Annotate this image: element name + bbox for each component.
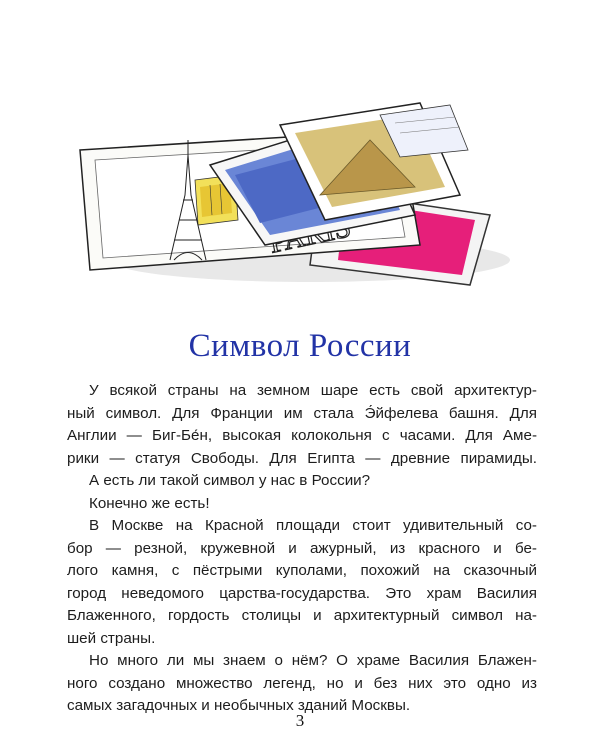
paragraph-3 bbox=[67, 493, 537, 516]
text-line: У всякой страны на земном шаре есть свой архитектур- bbox=[89, 382, 537, 399]
text-line: лого камня, с пёстрыми куполами, похожий на сказочный bbox=[67, 562, 537, 579]
text-line: В Москве на Красной площади стоит удивительный со- bbox=[89, 517, 537, 534]
postcards-illustration bbox=[70, 95, 530, 310]
paragraph-4 bbox=[67, 515, 537, 650]
text-line: Англии — Биг-Бе́н, высокая колокольня с часами. Для Аме- bbox=[67, 427, 537, 444]
text-line: самых загадочных и необычных зданий Москвы. bbox=[67, 697, 411, 714]
text-line: шей страны. bbox=[67, 629, 156, 647]
text-line: рики — статуя Свободы. Для Египта — древние пирамиды. bbox=[67, 449, 537, 467]
page-title: Символ России bbox=[188, 328, 412, 364]
text-line: город неведомого царства-государства. Это храм Василия bbox=[67, 584, 537, 602]
text-line: ного создано множество легенд, но и без них это одно из bbox=[67, 674, 537, 692]
paragraph-5 bbox=[67, 650, 537, 718]
text-line: ный символ. Для Франции им стала Э́йфелева башня. Для bbox=[67, 404, 537, 422]
paragraph-2 bbox=[67, 470, 537, 493]
text-line: А есть ли такой символ у нас в России? bbox=[89, 472, 371, 489]
page-number: 3 bbox=[295, 711, 305, 730]
text-line: Блаженного, гордость столицы и архитектурный символ на- bbox=[67, 607, 537, 624]
text-line: Конечно же есть! bbox=[89, 494, 210, 512]
text-line: Но много ли мы знаем о нём? О храме Василия Блажен- bbox=[89, 652, 537, 669]
paragraph-1 bbox=[67, 380, 537, 470]
body-text bbox=[67, 380, 537, 718]
text-line: бор — резной, кружевной и ажурный, из красного и бе- bbox=[67, 539, 537, 557]
